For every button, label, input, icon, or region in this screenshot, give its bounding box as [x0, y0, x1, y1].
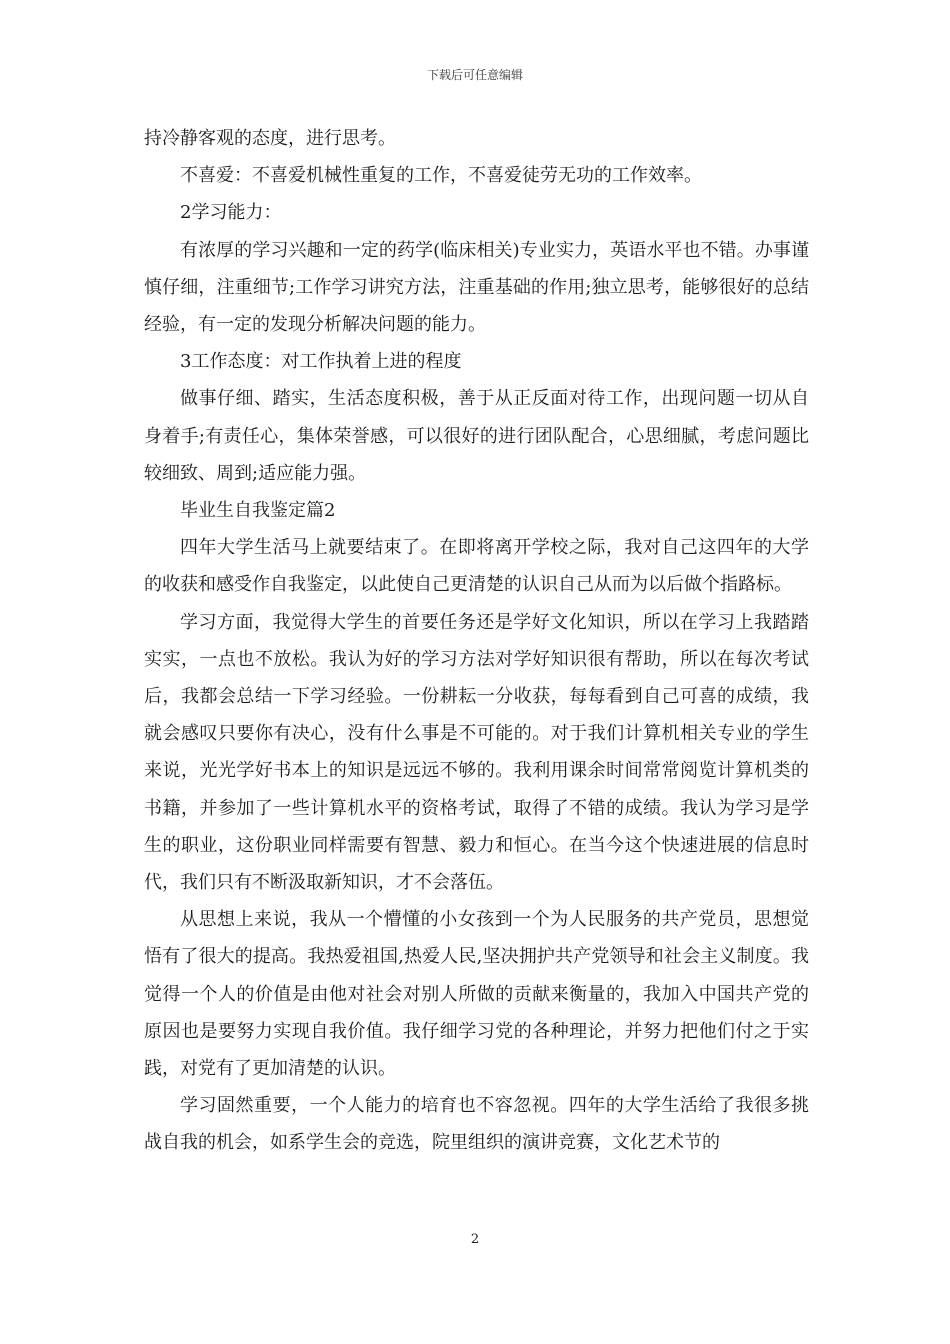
paragraph-work-attitude: 做事仔细、踏实，生活态度积极，善于从正反面对待工作，出现问题一切从自身着手;有责任心，集体荣誉感，可以很好的进行团队配合，心思细腻，考虑问题比较细致、周到;适应能力强。: [144, 388, 809, 484]
paragraph-study: 学习方面，我觉得大学生的首要任务还是学好文化知识，所以在学习上我踏踏实实，一点也不放松。我认为好的学习方法对学好知识很有帮助，所以在每次考试后，我都会总结一下学习经验。一份耕耘一分收获，每每看到自己可喜的成绩，我就会感叹只要你有决心，没有什么事是不可能的。对于我们计算机相关专业的学生来说，光光学好书本上的知识是远远不够的。我利用课余时间常常阅览计算机类的书籍，并参加了一些计算机水平的资格考试，取得了不错的成绩。我认为学习是学生的职业，这份职业同样需要有智慧、毅力和恒心。在当今这个快速进展的信息时代，我们只有不断汲取新知识，才不会落伍。: [144, 611, 809, 894]
section-heading-learning-ability: 2学习能力：: [180, 202, 282, 224]
paragraph-learning-ability: 有浓厚的学习兴趣和一定的药学(临床相关)专业实力，英语水平也不错。办事谨慎仔细，注重细节;工作学习讲究方法，注重基础的作用;独立思考，能够很好的总结经验，有一定的发现分析解决问题的能力。: [144, 239, 809, 336]
page-number: 2: [470, 1232, 480, 1247]
page-header-note: 下载后可任意编辑: [426, 68, 523, 82]
paragraph-ideology: 从思想上来说，我从一个懵懂的小女孩到一个为人民服务的共产党员，思想觉悟有了很大的提高。我热爱祖国,热爱人民,坚决拥护共产党领导和社会主义制度。我觉得一个人的价值是由他对社会对别人所做的贡献来衡量的，我加入中国共产党的原因也是要努力实现自我价值。我仔细学习党的各种理论，并努力把他们付之于实践，对党有了更加清楚的认识。: [144, 909, 809, 1080]
document-body: [144, 120, 809, 1162]
section-title-part-2: 毕业生自我鉴定篇2: [180, 500, 336, 522]
paragraph-continuation: 持冷静客观的态度，进行思考。: [144, 128, 396, 149]
paragraph-intro: 四年大学生活马上就要结束了。在即将离开学校之际，我对自己这四年的大学的收获和感受作自我鉴定，以此使自己更清楚的认识自己从而为以后做个指路标。: [144, 537, 809, 596]
paragraph-dislikes: 不喜爱：不喜爱机械性重复的工作，不喜爱徒劳无功的工作效率。: [180, 165, 702, 187]
section-heading-work-attitude: 3工作态度：对工作执着上进的程度: [180, 351, 462, 373]
paragraph-ability: 学习固然重要，一个人能力的培育也不容忽视。四年的大学生活给了我很多挑战自我的机会，如系学生会的竞选，院里组织的演讲竞赛，文化艺术节的: [144, 1095, 809, 1154]
